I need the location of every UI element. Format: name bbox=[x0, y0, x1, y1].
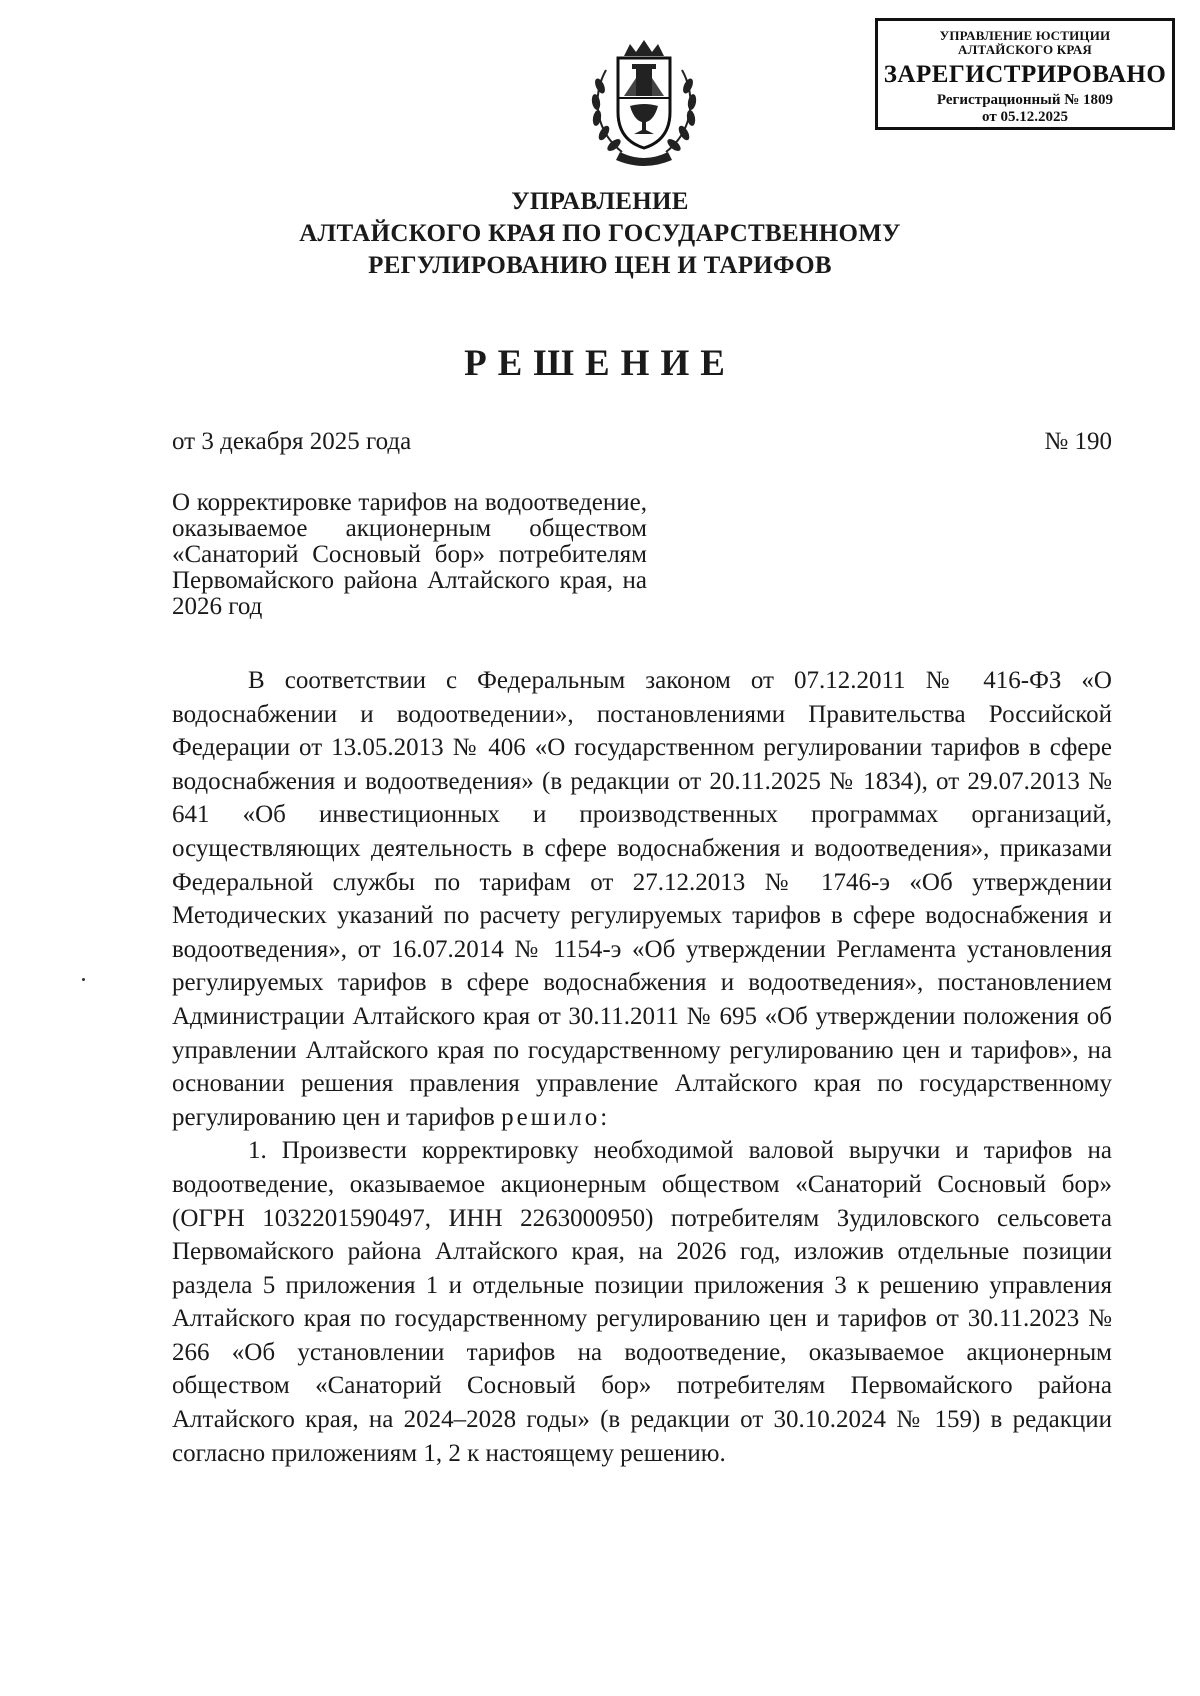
stamp-org-line1: УПРАВЛЕНИЕ ЮСТИЦИИ bbox=[939, 28, 1111, 43]
org-title-line1: УПРАВЛЕНИЕ bbox=[511, 188, 689, 215]
preamble-text: В соответствии с Федеральным законом от 07.12.2011 № 416-ФЗ «О водоснабжении и водоотведении», постановлениями Правительства Российской Федерации от 13.05.2013 № 406 «О государственном регулировании тарифов в сфере водоснабжения и водоотведения» (в редакции от 20.11.2025 № 1834), от 29.07.2013 № 641 «Об инвестиционных и производственных программах организаций, осуществляющих деятельность в сфере водоснабжения и водоотведения», приказами Федеральной службы по тарифам от 27.12.2013 № 1746-э «Об утверждении Методических указаний по расчету регулируемых тарифов в сфере водоснабжения и водоотведения», от 16.07.2014 № 1154-э «Об утверждении Регламента установления регулируемых тарифов в сфере водоснабжения и водоотведения», постановлением Администрации Алтайского края от 30.11.2011 № 695 «Об утверждении положения об управлении Алтайского края по государственному регулированию цен и тарифов», на основании решения правления управление Алтайского края по государственному регулированию цен и тарифов bbox=[172, 667, 1112, 1131]
document-date: от 3 декабря 2025 года bbox=[172, 428, 412, 455]
stamp-reg-number: Регистрационный № 1809 bbox=[936, 92, 1114, 108]
registration-stamp bbox=[875, 18, 1175, 130]
stamp-reg-date: от 05.12.2025 bbox=[982, 109, 1068, 125]
body-paragraph-1 bbox=[172, 664, 1112, 1134]
document-number: № 190 bbox=[1044, 428, 1112, 455]
document-body bbox=[172, 664, 1112, 1470]
organization-title bbox=[0, 186, 1200, 282]
org-title-line3: РЕГУЛИРОВАНИЮ ЦЕН И ТАРИФОВ bbox=[368, 252, 832, 279]
stamp-registered-label: ЗАРЕГИСТРИРОВАНО bbox=[883, 61, 1167, 88]
decided-word: решило: bbox=[501, 1103, 611, 1131]
document-subject: О корректировке тарифов на водоотведение, оказываемое акционерным обществом «Санаторий Сосновый бор» потребителям Первомайского района Алтайского края, на 2026 год bbox=[172, 489, 647, 620]
body-paragraph-2: 1. Произвести корректировку необходимой валовой выручки и тарифов на водоотведение, оказываемое акционерным обществом «Санаторий Сосновый бор» (ОГРН 1032201590497, ИНН 2263000950) потребителям Зудиловского сельсовета Первомайского района Алтайского края, на 2026 год, изложив отдельные позиции раздела 5 приложения 1 и отдельные позиции приложения 3 к решению управления Алтайского края по государственному регулированию цен и тарифов от 30.11.2023 № 266 «Об установлении тарифов на водоотведение, оказываемое акционерным обществом «Санаторий Сосновый бор» потребителям Первомайского района Алтайского края, на 2024–2028 годы» (в редакции от 30.10.2024 № 159) в редакции согласно приложениям 1, 2 к настоящему решению. bbox=[172, 1137, 1112, 1467]
coat-of-arms-icon bbox=[584, 40, 704, 168]
stamp-org-line2: АЛТАЙСКОГО КРАЯ bbox=[958, 42, 1092, 57]
margin-mark bbox=[82, 978, 85, 981]
document-title: РЕШЕНИЕ bbox=[464, 343, 736, 384]
org-title-line2: АЛТАЙСКОГО КРАЯ ПО ГОСУДАРСТВЕННОМУ bbox=[299, 220, 901, 247]
